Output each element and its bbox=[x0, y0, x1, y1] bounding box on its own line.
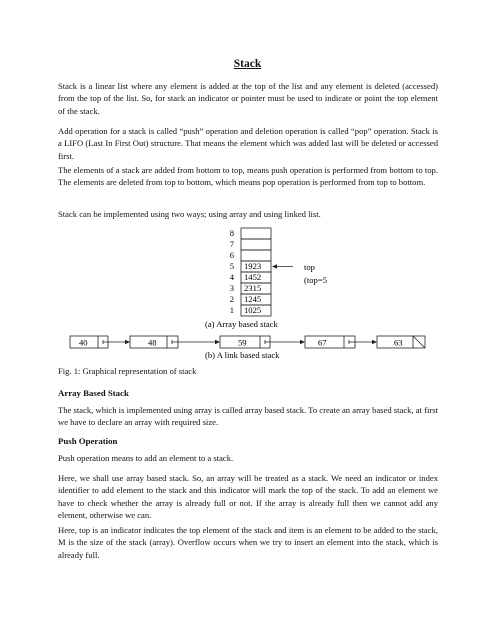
array-index-column bbox=[230, 228, 235, 315]
list-arrow-head bbox=[125, 340, 130, 344]
list-node-value: 40 bbox=[79, 337, 88, 348]
heading-array-based-stack: Array Based Stack bbox=[58, 388, 129, 398]
array-value: 2315 bbox=[244, 283, 262, 293]
list-node-value: 59 bbox=[238, 337, 247, 348]
top-pointer bbox=[272, 262, 327, 285]
array-index: 7 bbox=[229, 239, 234, 249]
array-value: 1025 bbox=[244, 305, 262, 315]
list-arrow-head bbox=[300, 340, 305, 344]
paragraph-push-details: Here, we shall use array based stack. So, an array will be treated as a stack. We need an indicator or index identifier to add element to the stack and this indicator will mark the top of the stack. To add an element we have to check whether the array is already full or not. If the array is already full then we cannot add any element, otherwise we can. bbox=[58, 473, 438, 521]
list-arrow-head bbox=[215, 340, 220, 344]
list-node bbox=[305, 336, 355, 348]
paragraph-array-based-stack: The stack, which is implemented using array is called array based stack. To create an array based stack, at first we have to declare an array with required size. bbox=[58, 405, 438, 428]
paragraph-push-definition: Push operation means to add an element to a stack. bbox=[58, 453, 234, 463]
paragraph-implementations: Stack can be implemented using two ways; using array and using linked list. bbox=[58, 209, 321, 219]
array-values bbox=[244, 261, 261, 315]
array-index: 2 bbox=[229, 294, 234, 304]
array-index: 5 bbox=[229, 261, 234, 271]
page-title: Stack bbox=[233, 58, 262, 70]
array-index: 8 bbox=[229, 228, 234, 238]
linked-list-figure bbox=[70, 336, 425, 348]
array-cell bbox=[241, 228, 271, 239]
array-index: 3 bbox=[229, 283, 234, 293]
list-node-value: 48 bbox=[148, 337, 157, 348]
array-index: 4 bbox=[229, 272, 234, 282]
paragraph-push-overflow: Here, top is an indicator indicates the top element of the stack and item is an element to be added to the stack, M is the size of the stack (array). Overflow occurs when we try to insert an element into the stack, which is already full. bbox=[58, 525, 438, 560]
array-value: 1452 bbox=[244, 272, 262, 282]
top-arrow-head bbox=[272, 264, 277, 268]
list-node-value: 63 bbox=[394, 337, 403, 348]
array-caption: (a) Array based stack bbox=[205, 319, 278, 329]
array-cell bbox=[241, 239, 271, 250]
array-value: 1245 bbox=[244, 294, 262, 304]
top-value: (top=5 bbox=[304, 275, 327, 285]
linked-caption: (b) A link based stack bbox=[205, 350, 280, 360]
list-node bbox=[70, 336, 108, 348]
top-label: top bbox=[304, 262, 315, 272]
list-arrow-heads bbox=[125, 340, 377, 344]
list-arrow-head bbox=[372, 340, 377, 344]
array-cell bbox=[241, 250, 271, 261]
array-index: 6 bbox=[229, 250, 234, 260]
list-node-value: 67 bbox=[318, 337, 327, 348]
figure-caption: Fig. 1: Graphical representation of stack bbox=[58, 366, 197, 376]
paragraph-intro: Stack is a linear list where any element is added at the top of the list and any element is deleted (accessed) from the top of the list. So, for stack an indicator or pointer must be used to indicate or point the top element of the stack. bbox=[58, 81, 438, 116]
null-slash bbox=[413, 336, 425, 348]
paragraph-order: The elements of a stack are added from bottom to top, means push operation is performed from bottom to top. The elements are deleted from top to bottom, which means pop operation is performed from top to bottom. bbox=[58, 165, 438, 188]
heading-push-operation: Push Operation bbox=[58, 436, 118, 446]
array-index: 1 bbox=[229, 305, 234, 315]
array-value: 1923 bbox=[244, 261, 262, 271]
paragraph-push-pop: Add operation for a stack is called “push” operation and deletion operation is called “pop” operation. Stack is a LIFO (Last In First Out) structure. That means the element which was added last will be deleted or accessed first. bbox=[58, 126, 438, 161]
